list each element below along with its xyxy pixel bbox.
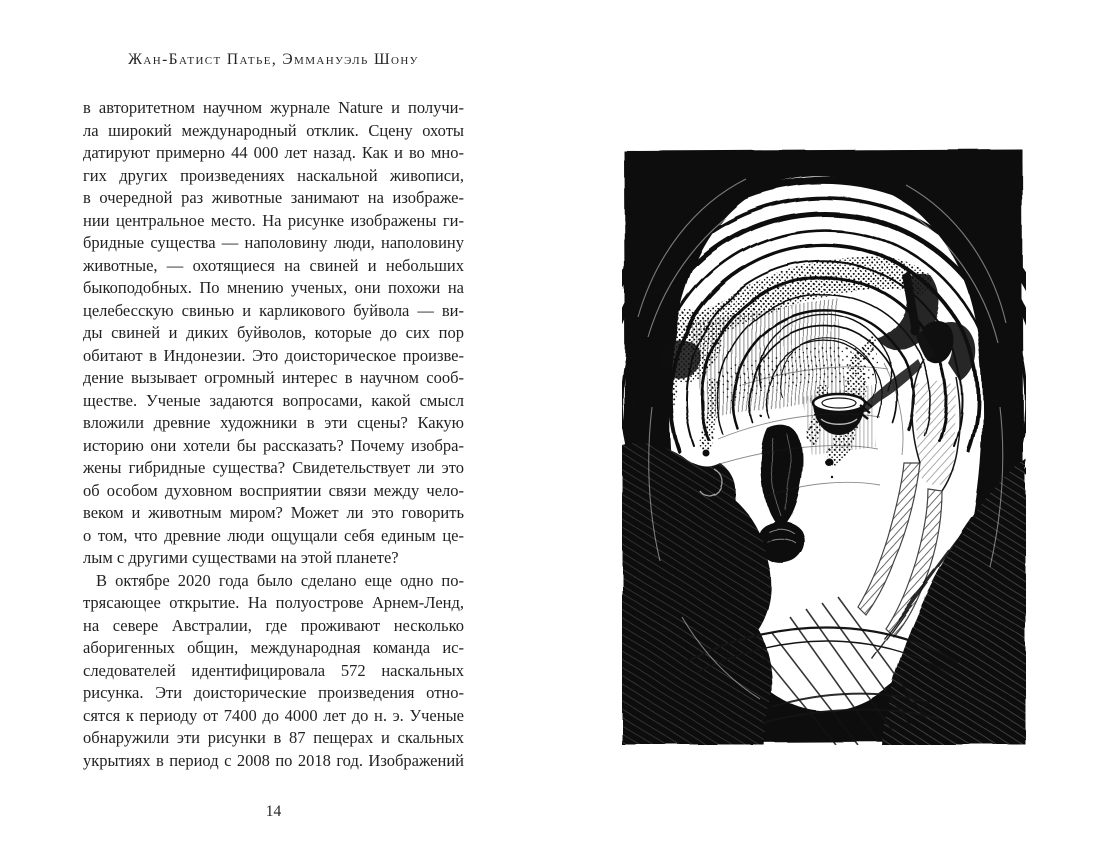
page-number: 14 <box>265 803 282 820</box>
text-line: в очередной раз животные занимают на изображе- <box>83 188 464 207</box>
text-line: укрытиях в период с 2008 по 2018 год. Изображений <box>83 750 464 770</box>
text-line: обнаружили эти рисунки в 87 пещерах и скальных <box>83 728 464 747</box>
text-line: об особом духовном восприятии связи между чело- <box>83 480 464 500</box>
text-line: животные, — охотящиеся на свиней и небольших <box>83 255 464 275</box>
text-line: обитают в Индонезии. Это доисторическое произве- <box>83 345 464 365</box>
text-line: ла широкий международный отклик. Сцену охоты <box>83 120 464 140</box>
text-line: жены гибридные существа? Свидетельствует ли это <box>83 458 464 477</box>
text-line: бридные существа — наполовину люди, наполовину <box>83 233 464 252</box>
body-text <box>83 97 464 772</box>
text-line: нии центральное место. На рисунке изображены ги- <box>83 210 464 230</box>
text-line: трясающее открытие. На полуострове Арнем-Ленд, <box>83 593 464 612</box>
text-line: лым с другими существами на этой планете? <box>83 548 399 567</box>
text-line: датируют примерно 44 000 лет назад. Как и во мно- <box>83 143 464 162</box>
text-line: ды свиней и диких буйволов, которые до сих пор <box>83 323 464 342</box>
text-line: В октябре 2020 года было сделано еще одно по- <box>96 570 464 590</box>
text-line: следователей идентифицировала 572 наскальных <box>83 660 464 680</box>
text-line: аборигенных общин, международная команда ис- <box>83 638 464 657</box>
text-line: историю они хотели бы рассказать? Почему изобра- <box>83 435 464 455</box>
text-line: быкоподобных. По мнению ученых, они похожи на <box>83 278 464 297</box>
text-line: в авторитетном научном журнале Nature и получи- <box>83 98 464 117</box>
text-line: вложили древние художники в эти сцены? Какую <box>83 413 464 432</box>
text-line: рисунка. Эти доисторические произведения отно- <box>83 683 464 702</box>
text-line: на севере Австралии, где проживают несколько <box>83 615 464 635</box>
text-line: гих других произведениях наскальной живописи, <box>83 165 464 185</box>
text-line: целебесскую свинью и карликового буйвола — ви- <box>83 300 464 320</box>
cave-painting-illustration <box>622 147 1026 745</box>
text-line: дение вызывает огромный интерес в научном сооб- <box>83 368 464 387</box>
text-line: веком и животным миром? Может ли это говорить <box>83 503 464 522</box>
running-header: Жан-Батист Патье, Эммануэль Шону <box>128 51 419 68</box>
text-line: о том, что древние люди ощущали себя единым це- <box>83 525 464 545</box>
text-line: сятся к периоду от 7400 до 4000 лет до н. э. Ученые <box>83 705 464 725</box>
text-line: ществе. Ученые задаются вопросами, какой смысл <box>83 390 464 410</box>
crouching-figure-silhouette <box>622 443 771 745</box>
bottom-right-hatch-mass <box>872 459 1026 745</box>
